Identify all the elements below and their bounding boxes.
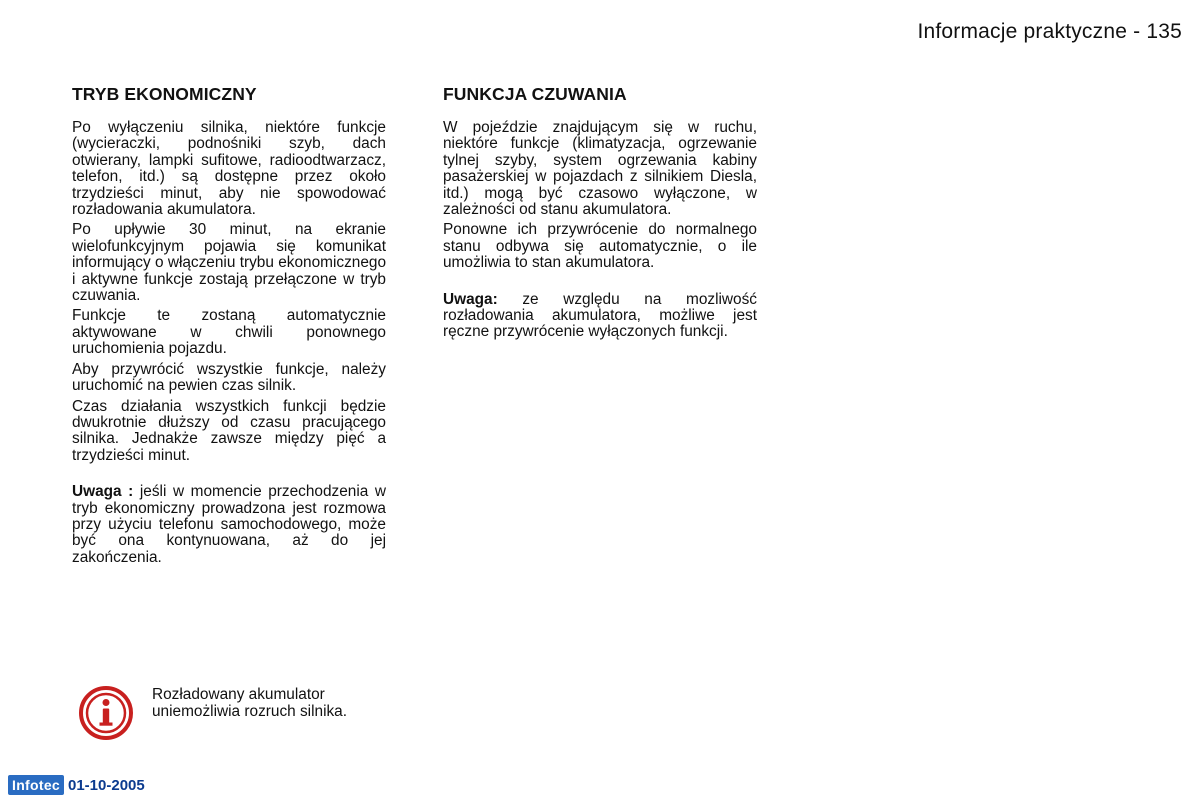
footer — [8, 775, 145, 795]
paragraph: Czas działania wszystkich funkcji będzie dwukrotnie dłuższy od czasu pracującego silnika. Jednakże zawsze między pięć a trzydzieści minut. — [72, 397, 386, 464]
paragraph: Funkcje te zostaną automatycznie aktywowane w chwili ponownego uruchomienia pojazdu. — [72, 307, 386, 358]
section-title-standby-mode: FUNKCJA CZUWANIA — [443, 84, 627, 104]
note-text: jeśli w momencie przechodzenia w tryb ekonomiczny prowadzona jest rozmowa przy użyciu telefonu samochodowego, może być ona kontynuowana, aż do jej zakończenia. — [72, 483, 386, 566]
note-text: ze względu na mozliwość rozładowania akumulatora, możliwe jest ręczne przywrócenie wyłączonych funkcji. — [443, 290, 757, 341]
paragraph: W pojeździe znajdującym się w ruchu, niektóre funkcje (klimatyzacja, ogrzewanie tylnej szyby, system ogrzewania kabiny pasażerskiej w pojazdach z silnikiem Diesla, itd.) mogą być czasowo wyłączone, w zależności od stanu akumulatora. — [443, 119, 757, 219]
info-line: Rozładowany akumulator — [152, 686, 325, 703]
note-paragraph — [443, 292, 757, 341]
paragraph: Po upływie 30 minut, na ekranie wielofunkcyjnym pojawia się komunikat informujący o włączeniu trybu ekonomicznego i aktywne funkcje zostają przełączone w tryb czuwania. — [72, 221, 386, 305]
info-box — [78, 684, 398, 744]
paragraph: Po wyłączeniu silnika, niektóre funkcje (wycieraczki, podnośniki szyb, dach otwierany, lampki sufitowe, radioodtwarzacz, telefon, itd.) są dostępne przez około trzydzieści minut, aby nie spowodować rozładowania akumulatora. — [72, 119, 386, 219]
section-economy-mode — [72, 84, 386, 570]
section-standby-mode — [443, 84, 757, 345]
info-icon — [78, 685, 134, 741]
note-paragraph — [72, 484, 386, 566]
section-title-economy-mode: TRYB EKONOMICZNY — [72, 84, 257, 104]
info-line: uniemożliwia rozruch silnika. — [152, 702, 348, 720]
note-label: Uwaga: — [443, 290, 498, 308]
footer-date: 01-10-2005 — [68, 776, 145, 794]
info-text — [152, 687, 347, 720]
note-label: Uwaga : — [72, 483, 134, 501]
paragraph: Aby przywrócić wszystkie funkcje, należy uruchomić na pewien czas silnik. — [72, 360, 386, 395]
infotec-logo: Infotec — [8, 775, 64, 795]
paragraph: Ponowne ich przywrócenie do normalnego stanu odbywa się automatycznie, o ile umożliwia to stan akumulatora. — [443, 221, 757, 272]
page-header: Informacje praktyczne - 135 — [917, 20, 1182, 43]
